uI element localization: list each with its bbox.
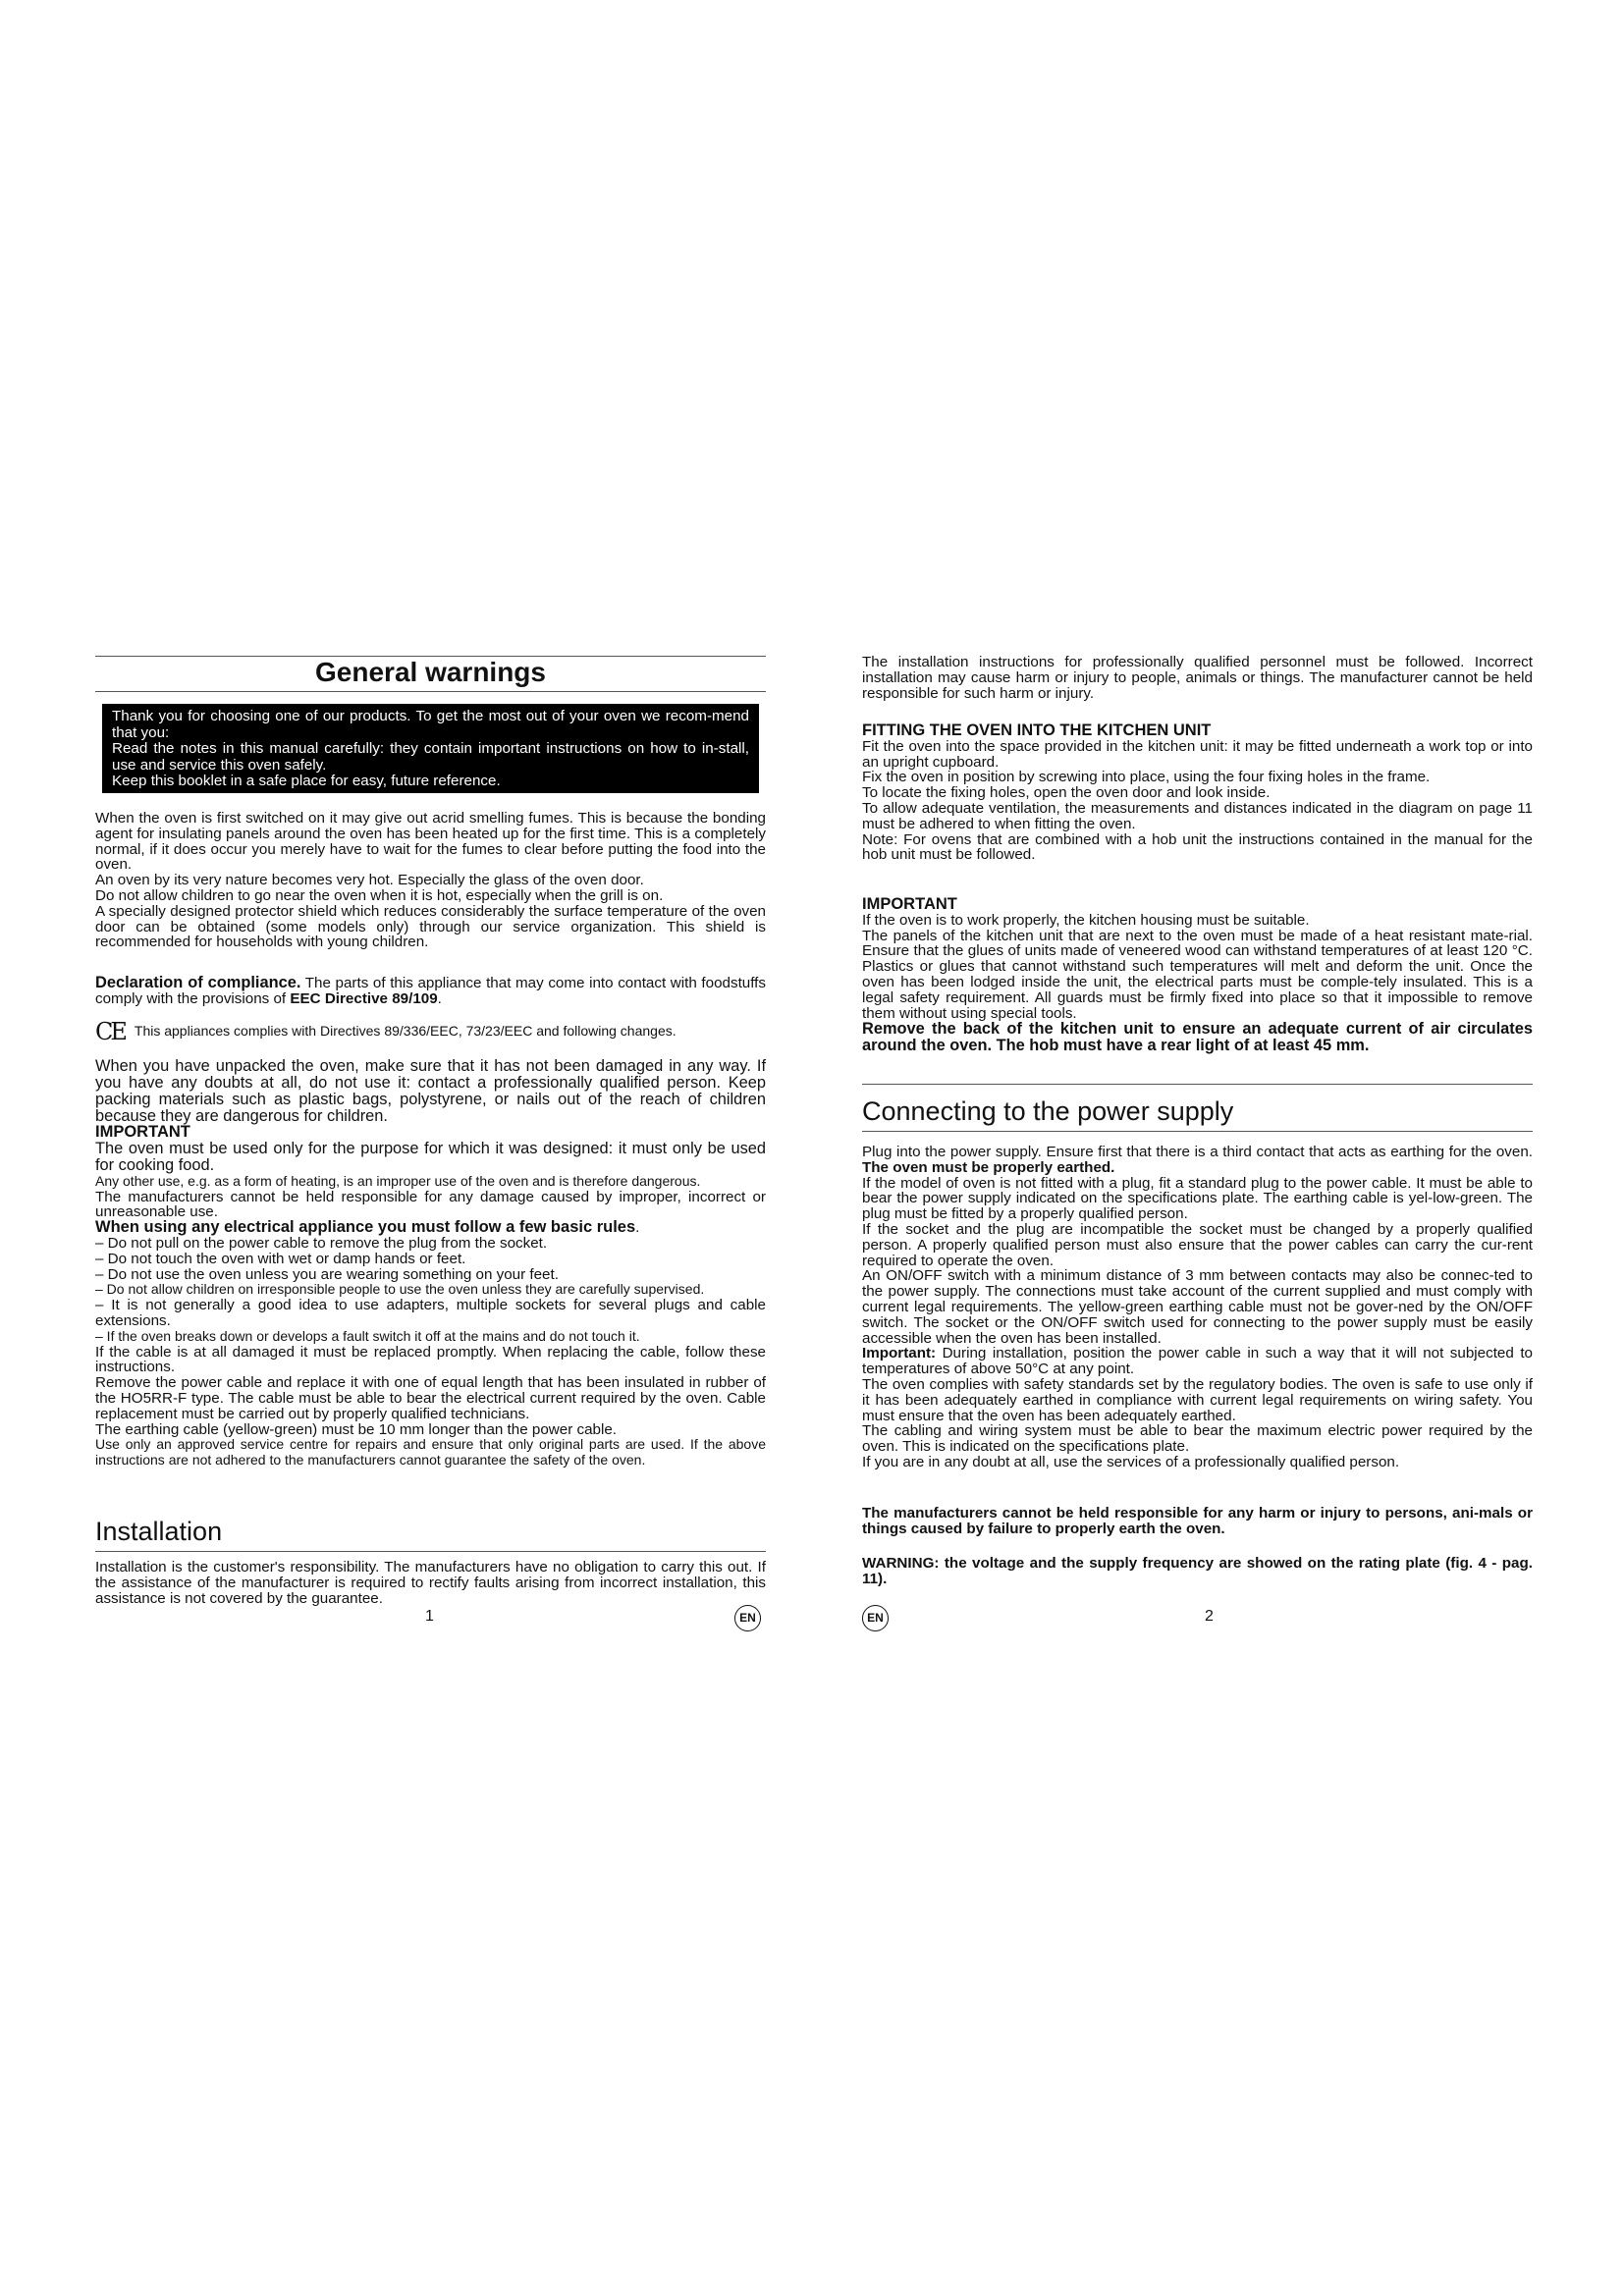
paragraph: If the oven is to work properly, the kitchen housing must be suitable.: [862, 911, 1310, 929]
paragraph: The panels of the kitchen unit that are next to the oven must be made of a heat resistant mate-rial. Ensure that the glues of units made of veneered wood can withstand temperatures of at least 120 °C. Plastics or glues that cannot withstand such temperatures will melt and deform the unit. Once the oven has been lodged inside the unit, the electrical parts must be comple-tely insulated. This is a legal safety requirement. All guards must be firmly fixed into place so that it impossible to remove them without using special tools.: [862, 927, 1533, 1022]
important-label: Important:: [862, 1345, 937, 1362]
paragraph: The earthing cable (yellow-green) must be 10 mm longer than the power cable.: [95, 1420, 617, 1438]
title-rule-bottom: [95, 691, 766, 692]
paragraph: Plug into the power supply. Ensure first that there is a third contact that acts as earthing for the oven.: [862, 1144, 1533, 1160]
paragraph: Do not allow children to go near the oven when it is hot, especially when the grill is on.: [95, 886, 664, 904]
important-heading: IMPORTANT: [95, 1123, 190, 1141]
rule-item: – Do not pull on the power cable to remove the plug from the socket.: [95, 1234, 548, 1252]
rules-heading-end: .: [635, 1219, 640, 1237]
paragraph: Use only an approved service centre for repairs and ensure that only original parts are used. If the above instructions are not adhered to the manufacturers cannot guarantee the safety of the oven.: [95, 1436, 766, 1468]
paragraph: Installation is the customer's responsibility. The manufacturers have no obligation to carry this out. If the assistance of the manufacturer is required to rectify faults arising from incorrect installation, this assistance is not covered by the guarantee.: [95, 1559, 766, 1607]
important-heading: IMPORTANT: [862, 895, 957, 913]
fitting-section: [862, 723, 1533, 863]
ce-mark-icon: CE: [95, 1018, 125, 1045]
language-badge-icon: EN: [862, 1605, 889, 1631]
paragraph: The installation instructions for professionally qualified personnel must be followed. Incorrect installation may cause harm or injury to people, animals or things. The manufacturer cannot be held responsible for such harm or injury.: [862, 654, 1533, 702]
rule-item: – Do not use the oven unless you are wearing something on your feet.: [95, 1265, 559, 1283]
paragraph: A specially designed protector shield which reduces considerably the surface temperature of the oven door can be obtained (some models only) through our service organization. This shield is recommended for households with young children.: [95, 902, 766, 951]
intro-line: Thank you for choosing one of our products. To get the most out of your oven we recom-mend that you:: [112, 708, 749, 741]
paragraph: To allow adequate ventilation, the measurements and distances indicated in the diagram on page 11 must be adhered to when fitting the oven.: [862, 799, 1533, 832]
paragraph: Remove the power cable and replace it with one of equal length that has been insulated in rubber of the HO5RR-F type. The cable must be able to bear the electrical current required by the oven. Cable replacement must be carried out by properly qualified technicians.: [95, 1374, 766, 1422]
fumes-section: [95, 811, 766, 950]
intro-line: Read the notes in this manual carefully: they contain important instructions on how to in-stall, use and service this oven safely.: [112, 740, 749, 774]
power-rule-top: [862, 1084, 1533, 1085]
paragraph: If the socket and the plug are incompatible the socket must be changed by a properly qualified person. A properly qualified person must also ensure that the power cables can carry the cur-rent required to operate the oven.: [862, 1220, 1533, 1269]
declaration-label: Declaration of compliance.: [95, 974, 301, 991]
rule-item: – Do not allow children on irresponsible people to use the oven unless they are carefully supervised.: [95, 1281, 705, 1298]
declaration-section: [95, 975, 766, 1007]
rule-item: – It is not generally a good idea to use adapters, multiple sockets for several plugs and cable extensions.: [95, 1297, 766, 1329]
paragraph: When the oven is first switched on it may give out acrid smelling fumes. This is because the bonding agent for insulating panels around the oven has been heated up for the first time. This is a completely normal, if it does occur you merely have to wait for the fumes to clear before putting the food into the oven.: [95, 810, 766, 874]
paragraph: If the model of oven is not fitted with a plug, fit a standard plug to the power cable. It must be able to bear the power supply indicated on the specifications plate. The earthing cable is yel-low-green. The plug must be fitted by a properly qualified person.: [862, 1174, 1533, 1223]
warning-label: WARNING:: [862, 1555, 940, 1572]
paragraph: Any other use, e.g. as a form of heating, is an improper use of the oven and is therefore dangerous.: [95, 1172, 701, 1189]
paragraph: Fix the oven in position by screwing into place, using the four fixing holes in the frame.: [862, 769, 1431, 786]
power-section: [862, 1145, 1533, 1470]
paragraph: If you are in any doubt at all, use the services of a professionally qualified person.: [862, 1453, 1400, 1470]
paragraph: When you have unpacked the oven, make sure that it has not been damaged in any way. If you have any doubts at all, do not use it: contact a professionally qualified person. Keep packing materials such as plastic bags, polystyrene, or nails out of the reach of children because they are dangerous for children.: [95, 1057, 766, 1125]
paragraph: Fit the oven into the space provided in the kitchen unit: it may be fitted underneath a work top or into an upright cupboard.: [862, 737, 1533, 771]
installation-section: [95, 1560, 766, 1606]
important-section: [95, 1125, 766, 1468]
paragraph: The oven must be used only for the purpose for which it was designed: it must only be used for cooking food.: [95, 1139, 766, 1174]
paragraph: If the cable is at all damaged it must be replaced promptly. When replacing the cable, follow these instructions.: [95, 1343, 766, 1376]
paragraph: An ON/OFF switch with a minimum distance of 3 mm between contacts may also be connec-ted to the power supply. The connections must take account of the current supplied and must comply with current legal requirements. The yellow-green earthing cable must not be gover-ned by the ON/OFF switch. The socket or the ON/OFF switch used for connecting to the power supply must be easily accessible when the oven has been installed.: [862, 1267, 1533, 1347]
declaration-text: The parts of this appliance that may come into contact with foodstuffs comply with the provisions of: [95, 975, 766, 1007]
declaration-end: .: [437, 990, 442, 1007]
rule-item: – Do not touch the oven with wet or damp hands or feet.: [95, 1250, 466, 1267]
declaration-directive: EEC Directive 89/109: [290, 990, 438, 1007]
paragraph: During installation, position the power cable in such a way that it will not subjected to temperatures of above 50°C at any point.: [862, 1345, 1533, 1378]
page-number: 1: [425, 1608, 434, 1625]
earthing-note: The oven must be properly earthed.: [862, 1158, 1115, 1176]
paragraph: The cabling and wiring system must be able to bear the maximum electric power required by the oven. This is indicated on the specifications plate.: [862, 1422, 1533, 1456]
intro-box: [102, 704, 759, 793]
manufacturers-note: [862, 1506, 1533, 1537]
page-number: 2: [1205, 1608, 1214, 1625]
paragraph: The manufacturers cannot be held responsible for any harm or injury to persons, ani-mals or things caused by failure to properly earth the oven.: [862, 1505, 1533, 1537]
fitting-heading: FITTING THE OVEN INTO THE KITCHEN UNIT: [862, 721, 1212, 739]
power-title: Connecting to the power supply: [862, 1096, 1234, 1126]
language-badge-icon: EN: [734, 1605, 761, 1631]
installers-section: [862, 655, 1533, 701]
paragraph: To locate the fixing holes, open the oven door and look inside.: [862, 784, 1271, 802]
rules-heading: When using any electrical appliance you must follow a few basic rules: [95, 1218, 636, 1237]
rule-item: – If the oven breaks down or develops a fault switch it off at the mains and do not touch it.: [95, 1327, 640, 1344]
unpack-section: [95, 1058, 766, 1125]
ce-row: [95, 1018, 766, 1045]
important-section: [862, 897, 1533, 1054]
power-rule-bottom: [862, 1131, 1533, 1132]
paragraph: The oven complies with safety standards set by the regulatory bodies. The oven is safe to use only if it has been adequately earthed in compliance with current legal requirements on wiring safety. You must ensure that the oven has been adequately earthed.: [862, 1375, 1533, 1424]
ce-text: This appliances complies with Directives 89/336/EEC, 73/23/EEC and following changes.: [134, 1023, 677, 1040]
installation-rule: [95, 1551, 766, 1552]
intro-line: Keep this booklet in a safe place for easy, future reference.: [112, 773, 501, 789]
paragraph: Remove the back of the kitchen unit to ensure an adequate current of air circulates around the oven. The hob must have a rear light of at least 45 mm.: [862, 1020, 1533, 1055]
paragraph: Note: For ovens that are combined with a hob unit the instructions contained in the manual for the hob unit must be followed.: [862, 830, 1533, 864]
page-title: General warnings: [315, 657, 546, 687]
paragraph: The manufacturers cannot be held responsible for any damage caused by improper, incorrect or unreasonable use.: [95, 1188, 766, 1221]
warning-note: [862, 1556, 1533, 1587]
paragraph: An oven by its very nature becomes very hot. Especially the glass of the oven door.: [95, 872, 644, 889]
installation-title: Installation: [95, 1517, 223, 1546]
warning-text: the voltage and the supply frequency are showed on the rating plate (fig. 4 - pag. 11).: [862, 1555, 1533, 1587]
